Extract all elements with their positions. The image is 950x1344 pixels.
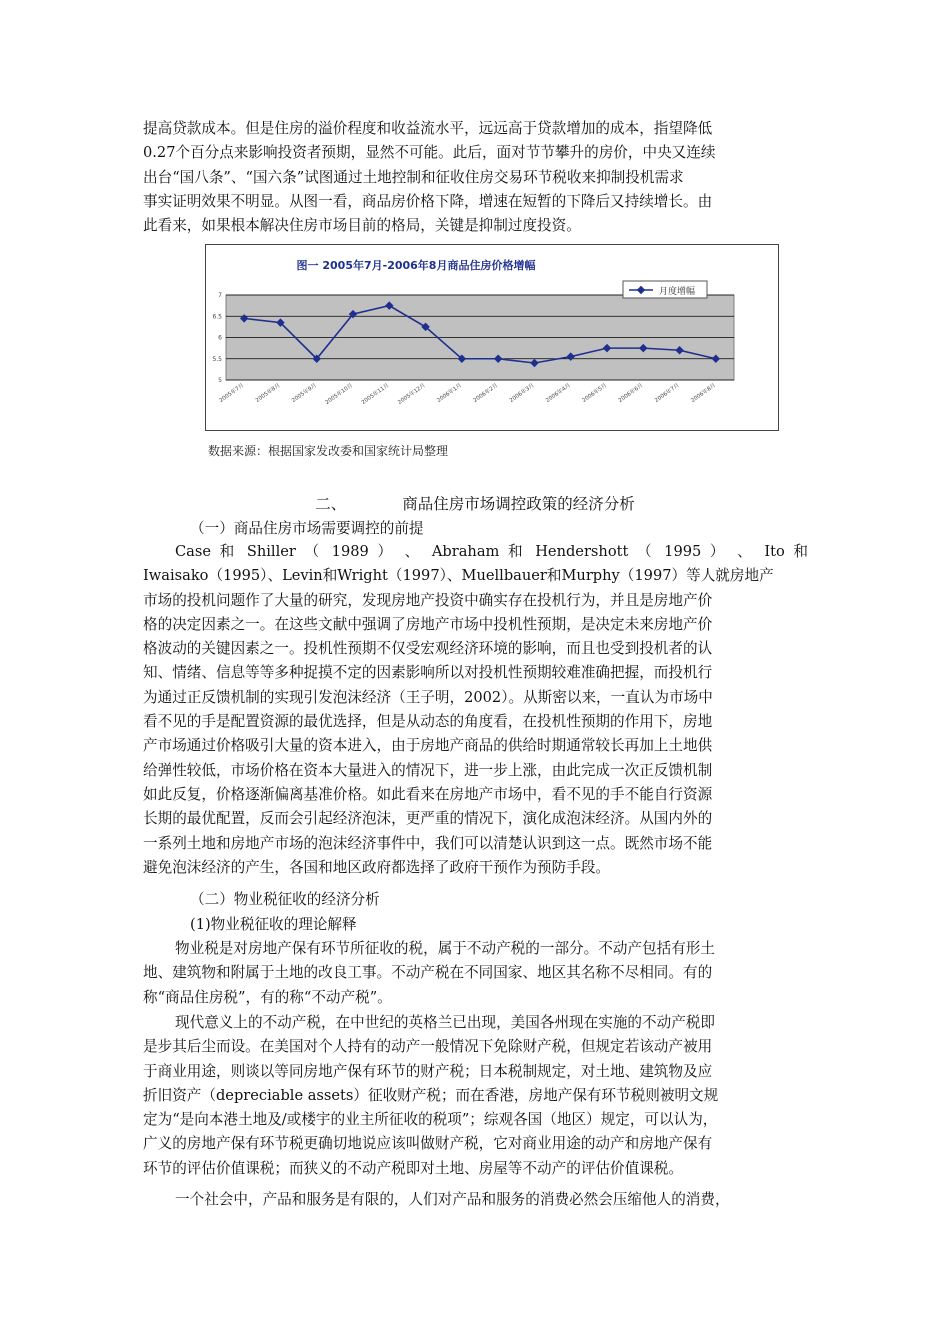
x-tick-label: 2006年8月 <box>690 382 718 404</box>
x-tick-label: 2006年3月 <box>508 382 536 404</box>
y-tick-label: 5 <box>218 377 222 384</box>
text-line: 提高贷款成本。但是住房的溢价程度和收益流水平，远远高于贷款增加的成本，指望降低 <box>143 120 713 137</box>
text-line: 环节的评估价值课税；而狭义的不动产税即对土地、房屋等不动产的评估价值课税。 <box>143 1159 683 1177</box>
paragraph-1 <box>143 540 808 880</box>
price-growth-chart <box>205 244 779 431</box>
text-line: 现代意义上的不动产税，在中世纪的英格兰已出现，美国各州现在实施的不动产税即 <box>175 1014 715 1031</box>
x-tick-label: 2005年12月 <box>397 382 427 406</box>
y-tick-label: 6.5 <box>212 313 222 321</box>
x-axis-ticks <box>217 381 717 406</box>
text-line: 格的决定因素之一。在这些文献中强调了房地产市场中投机性预期，是决定未来房地产价 <box>143 615 713 633</box>
section-number: 二、 <box>315 495 347 513</box>
x-tick-label: 2005年9月 <box>291 382 318 404</box>
text-line: 物业税是对房地产保有环节所征收的税，属于不动产税的一部分。不动产包括有形土 <box>175 940 715 957</box>
text-line: 此看来，如果根本解决住房市场目前的格局，关键是抑制过度投资。 <box>143 217 581 235</box>
section-heading <box>0 492 950 514</box>
text-line: 地、建筑物和附属于土地的改良工事。不动产税在不同国家、地区其名称不尽相同。有的 <box>143 964 713 982</box>
legend-label: 月度增幅 <box>659 287 696 297</box>
chart-svg <box>206 245 778 430</box>
paragraph-4 <box>143 1188 808 1212</box>
subheading-3: (1)物业税征收的理论解释 <box>190 916 357 933</box>
text-line: 如此反复，价格逐渐偏离基准价格。如此看来在房地产市场中，看不见的手不能自行资源 <box>143 785 713 803</box>
text-line: 于商业用途，则谈以等同房地产保有环节的财产税；日本税制规定，对土地、建筑物及应 <box>143 1062 713 1080</box>
text-line: 是步其后尘而设。在美国对个人持有的动产一般情况下免除财产税，但规定若该动产被用 <box>143 1038 713 1056</box>
text-line: 一个社会中，产品和服务是有限的，人们对产品和服务的消费必然会压缩他人的消费， <box>175 1191 730 1208</box>
top-paragraph <box>143 117 808 238</box>
text-line: 定为“是向本港土地及/或楼宇的业主所征收的税项”；综观各国（地区）规定，可以认为， <box>143 1111 718 1129</box>
text-line: 知、情绪、信息等等多种捉摸不定的因素影响所以对投机性预期较难准确把握，而投机行 <box>143 664 713 682</box>
y-tick-label: 7 <box>218 292 222 299</box>
text-line: Iwaisako（1995）、Levin和Wright（1997）、Muellbauer和Murphy（1997）等人就房地产 <box>143 567 774 585</box>
x-tick-label: 2006年7月 <box>653 382 681 404</box>
x-tick-label: 2006年4月 <box>545 382 572 404</box>
y-tick-label: 5.5 <box>212 355 222 363</box>
x-tick-label: 2006年5月 <box>581 382 609 404</box>
x-tick-label: 2005年7月 <box>218 382 246 404</box>
text-line: 事实证明效果不明显。从图一看，商品房价格下降，增速在短暂的下降后又持续增长。由 <box>143 192 713 210</box>
text-line: 看不见的手是配置资源的最优选择，但是从动态的角度看，在投机性预期的作用下，房地 <box>143 713 713 731</box>
paragraph-2 <box>143 937 808 1010</box>
subheading-1: （一）商品住房市场需要调控的前提 <box>190 520 424 537</box>
subheading-2: （二）物业税征收的经济分析 <box>190 891 380 908</box>
chart-title: 图一 2005年7月-2006年8月商品住房价格增幅 <box>296 259 536 272</box>
text-line: 产市场通过价格吸引大量的资本进入，由于房地产商品的供给时期通常较长再加上土地供 <box>143 737 713 755</box>
text-line: Case 和 Shiller （ 1989 ） 、 Abraham 和 Hendershott （ 1995 ） 、 Ito 和 <box>175 543 808 560</box>
text-line: 折旧资产（depreciable assets）征收财产税；而在香港，房地产保有环节税则被明文规 <box>143 1086 719 1104</box>
text-line: 避免泡沫经济的产生，各国和地区政府都选择了政府干预作为预防手段。 <box>143 858 611 876</box>
text-line: 广义的房地产保有环节税更确切地说应该叫做财产税，它对商业用途的动产和房地产保有 <box>143 1135 713 1153</box>
text-line: 给弹性较低，市场价格在资本大量进入的情况下，进一步上涨，由此完成一次正反馈机制 <box>143 761 713 779</box>
text-line: 为通过正反馈机制的实现引发泡沫经济（王子明，2002）。从斯密以来，一直认为市场中 <box>143 688 713 706</box>
x-tick-label: 2005年10月 <box>324 382 355 406</box>
x-tick-label: 2006年6月 <box>617 382 645 404</box>
section-title: 商品住房市场调控政策的经济分析 <box>402 495 635 513</box>
x-tick-label: 2006年1月 <box>436 382 464 404</box>
text-line: 0.27个百分点来影响投资者预期，显然不可能。此后，面对节节攀升的房价，中央又连续 <box>143 144 716 162</box>
text-line: 市场的投机问题作了大量的研究，发现房地产投资中确实存在投机行为，并且是房地产价 <box>143 591 713 609</box>
text-line: 格波动的关键因素之一。投机性预期不仅受宏观经济环境的影响，而且也受到投机者的认 <box>143 640 713 658</box>
x-tick-label: 2005年11月 <box>360 382 391 406</box>
legend <box>623 281 707 298</box>
y-axis-ticks <box>212 292 222 384</box>
paragraph-3 <box>143 1011 808 1181</box>
text-line: 一系列土地和房地产市场的泡沫经济事件中，我们可以清楚认识到这一点。既然市场不能 <box>143 834 713 852</box>
text-line: 出台“国八条”、“国六条”试图通过土地控制和征收住房交易环节税收来抑制投机需求 <box>143 168 684 186</box>
text-line: 长期的最优配置，反而会引起经济泡沫，更严重的情况下，演化成泡沫经济。从国内外的 <box>143 810 713 828</box>
x-tick-label: 2006年2月 <box>472 382 500 404</box>
text-line: 称“商品住房税”，有的称“不动产税”。 <box>143 988 392 1006</box>
chart-caption: 数据来源：根据国家发改委和国家统计局整理 <box>208 444 449 458</box>
y-tick-label: 6 <box>218 334 222 342</box>
x-tick-label: 2005年8月 <box>254 382 282 404</box>
